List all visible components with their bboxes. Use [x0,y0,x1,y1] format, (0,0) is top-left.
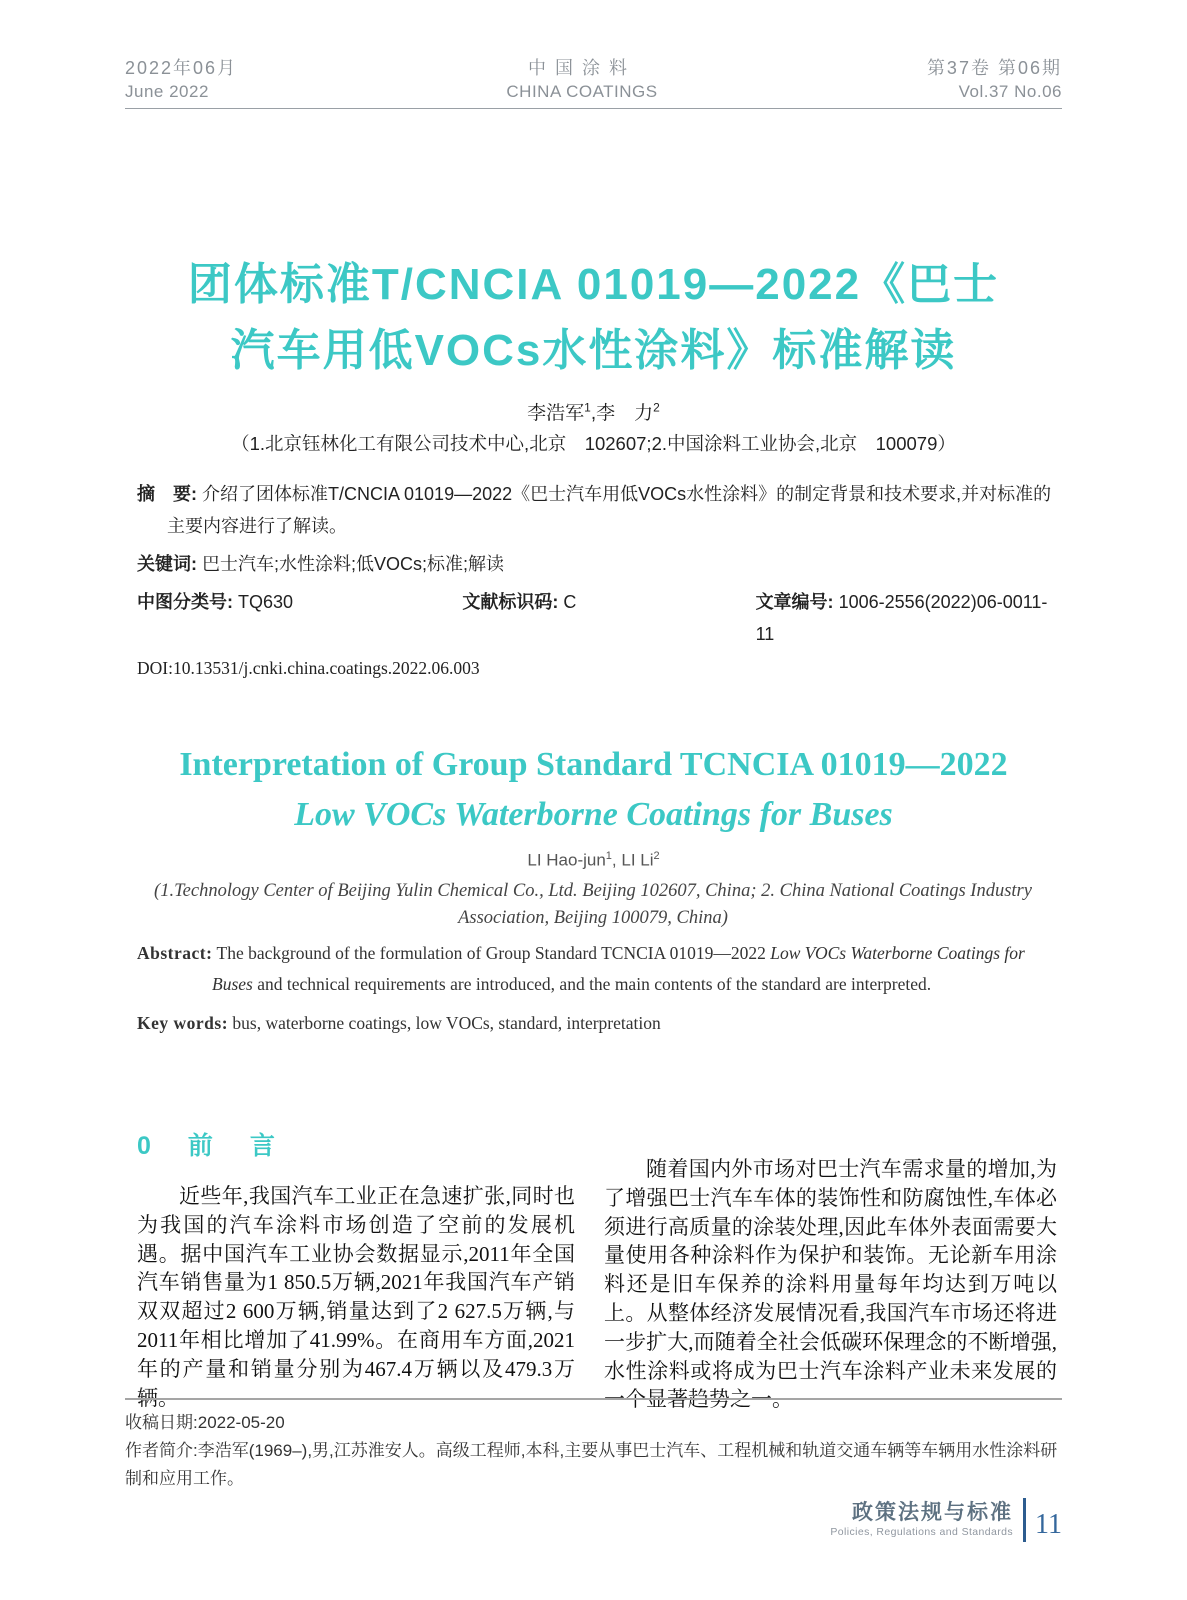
affiliation-en: (1.Technology Center of Beijing Yulin Chemical Co., Ltd. Beijing 102607, China; 2. China National Coatings Industry Association, Beijing 100079, China) [154,881,1032,928]
author2-zh: 李 力 [596,403,654,424]
body-paragraph-right: 随着国内外市场对巴士汽车需求量的增加,为了增强巴士汽车车体的装饰性和防腐蚀性,车体必须进行高质量的涂装处理,因此车体外表面需要大量使用各种涂料作为保护和装饰。无论新车用涂料还是旧车保养的涂料用量每年均达到万吨以上。从整体经济发展情况看,我国汽车市场还将进一步扩大,而随着全社会低碳环保理念的不断增强,水性涂料或将成为巴士汽车涂料产业未来发展的一个显著趋势之一。 [604,1157,1057,1412]
author1-en-sup: 1 [605,850,612,862]
author1-zh: 李浩军 [527,403,585,424]
article-title-zh-line1: 团体标准T/CNCIA 01019—2022《巴士 [187,260,1000,309]
authors-zh [0,398,1187,425]
received-date-value: 2022-05-20 [197,1413,285,1432]
header-journal [506,56,657,104]
header-date-zh: 2022年06月 [125,58,238,78]
author-bio-label: 作者简介: [125,1441,198,1460]
doi: DOI:10.13531/j.cnki.china.coatings.2022.06.003 [137,658,480,678]
received-date [125,1409,1062,1437]
clc-value: TQ630 [238,592,294,612]
author2-zh-sup: 2 [653,400,660,415]
abstract-zh [137,478,1059,542]
authors-en-sep: , [611,850,622,870]
document-code-label: 文献标识码: [462,592,559,612]
author2-en: LI Li [621,850,654,870]
body-column-left [137,1126,575,1412]
document-code-value: C [563,592,577,612]
body-column-right [604,1155,1057,1414]
page-footer [830,1498,1062,1542]
author1-zh-sup: 1 [584,400,591,415]
keywords-en-text: bus, waterborne coatings, low VOCs, standard, interpretation [228,1013,661,1033]
keywords-zh [137,548,1059,580]
author-bio [125,1437,1062,1493]
keywords-en-label: Key words: [137,1013,229,1033]
received-date-label: 收稿日期: [125,1413,198,1432]
abstract-en-block [137,938,1059,1039]
author-bio-text: 李浩军(1969–),男,江苏淮安人。高级工程师,本科,主要从事巴士汽车、工程机械和轨道交通车辆等车辆用水性涂料研制和应用工作。 [125,1441,1058,1488]
article-title-zh-line2: 汽车用低VOCs水性涂料》标准解读 [230,326,957,375]
keywords-zh-text: 巴士汽车;水性涂料;低VOCs;标准;解读 [202,554,505,574]
authors-zh-sep: , [590,403,597,424]
abstract-en-text-italic: Low VOCs Waterborne Coatings for Buses [212,943,1025,994]
header-date [125,56,237,104]
header-journal-zh: 中国涂料 [528,58,636,78]
article-title-en-line1: Interpretation of Group Standard TCNCIA 01019—2022 [179,746,1008,783]
document-code [462,586,755,650]
header-issue-en: Vol.37 No.06 [958,82,1062,101]
abstract-en-label: Abstract: [137,943,213,963]
footer-column-en: Policies, Regulations and Standards [830,1525,1014,1538]
footnote-block [125,1398,1062,1493]
keywords-zh-label: 关键词: [137,554,197,574]
article-title-en [0,740,1187,840]
header-date-en: June 2022 [125,82,209,101]
clc-label: 中图分类号: [137,592,233,612]
author2-en-sup: 2 [653,850,660,862]
footer-column-labels [830,1501,1023,1540]
article-id-label: 文章编号: [755,592,834,612]
body-paragraph-left: 近些年,我国汽车工业正在急速扩张,同时也为我国的汽车涂料市场创造了空前的发展机遇。据中国汽车工业协会数据显示,2011年全国汽车销售量为1 850.5万辆,2021年我国汽车产销双双超过2 600万辆,销量达到了2 627.5万辆,与2011年相比增加了41.99%。在商用车方面,2021年的产量和销量分别为467.4万辆以及479.3万辆。 [137,1184,575,1410]
abstract-zh-block [137,478,1059,684]
article-title-en-line2: Low VOCs Waterborne Coatings for Buses [294,796,893,833]
abstract-en-text-after: and technical requirements are introduced, and the main contents of the standard are interpreted. [252,974,932,994]
clc-number [137,586,462,650]
section-0-heading: 0 前 言 [137,1132,281,1160]
article-title-zh [0,252,1187,384]
header-issue [927,56,1062,104]
abstract-en-text-before: The background of the formulation of Group Standard TCNCIA 01019—2022 [212,943,771,963]
running-head [125,56,1062,109]
article-id [756,586,1059,650]
article-meta-row [137,586,1059,650]
abstract-en [137,938,1059,1000]
footer-column-zh: 政策法规与标准 [852,1500,1014,1524]
affiliation-zh: （1.北京钰林化工有限公司技术中心,北京 102607;2.中国涂料工业协会,北京 100079） [231,433,956,454]
page-number: 11 [1035,1509,1062,1540]
header-issue-zh: 第37卷 第06期 [926,58,1062,78]
abstract-zh-text: 介绍了团体标准T/CNCIA 01019—2022《巴士汽车用低VOCs水性涂料》的制定背景和技术要求,并对标准的主要内容进行了解读。 [167,484,1052,536]
abstract-zh-label: 摘 要: [137,484,197,504]
article-id-value: 1006-2556(2022)06-0011-11 [755,592,1048,644]
authors-en [0,850,1187,871]
author1-en: LI Hao-jun [527,850,606,870]
header-journal-en: CHINA COATINGS [506,82,658,101]
keywords-en [137,1008,1059,1039]
